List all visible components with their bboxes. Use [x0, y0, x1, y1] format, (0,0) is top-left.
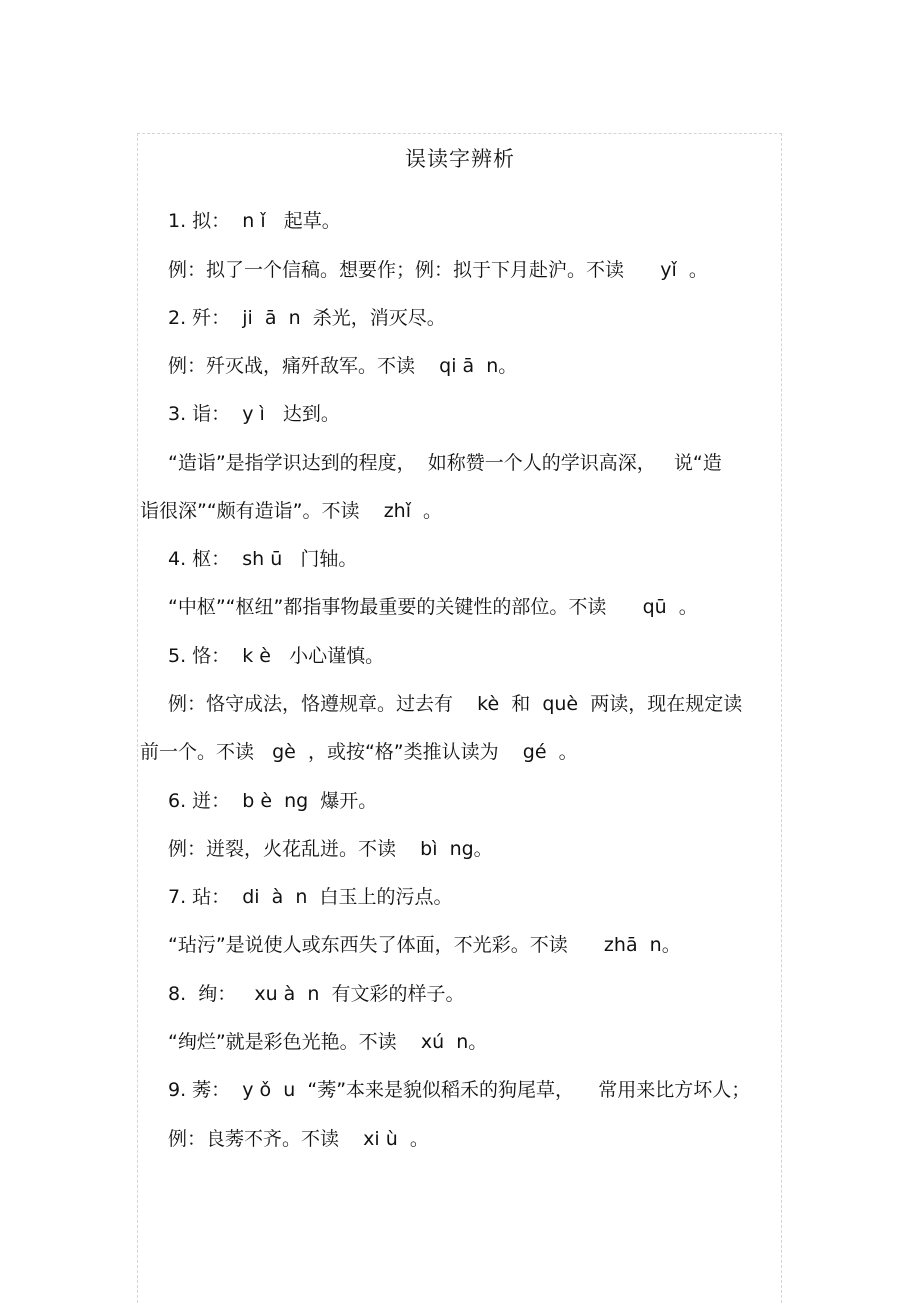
entry-9-heading: 9. 莠： y ǒ u “莠”本来是貌似稻禾的狗尾草， 常用来比方坏人； — [168, 1079, 751, 1101]
entry-1-heading: 1. 拟： n ǐ 起草。 — [168, 210, 341, 232]
entry-2-example: 例：歼灭战，痛歼敌军。不读 qi ā n。 — [168, 355, 518, 377]
entry-8-heading: 8. 绚： xu à n 有文彩的样子。 — [168, 983, 465, 1005]
entry-5-example: 例：恪守成法，恪遵规章。过去有 kè 和 què 两读，现在规定读 — [168, 693, 743, 715]
entry-5-example-cont: 前一个。不读 gè ，或按“格”类推认读为 gé 。 — [140, 741, 578, 763]
entry-8-explanation: “绚烂”就是彩色光艳。不读 xú n。 — [168, 1031, 488, 1053]
entry-6-heading: 6. 迸： b è ng 爆开。 — [168, 790, 378, 812]
entry-6-example: 例：迸裂，火花乱迸。不读 bì ng。 — [168, 838, 493, 860]
entry-7-heading: 7. 玷： di à n 白玉上的污点。 — [168, 886, 453, 908]
page-title: 误读字辨析 — [405, 147, 515, 171]
entry-3-explanation-cont: 诣很深”“颇有造诣”。不读 zhǐ 。 — [140, 500, 443, 522]
entry-3-explanation: “造诣”是指学识达到的程度， 如称赞一个人的学识高深， 说“造 — [168, 452, 722, 474]
entry-5-heading: 5. 恪： k è 小心谨慎。 — [168, 645, 385, 667]
entry-2-heading: 2. 歼： ji ā n 杀光，消灭尽。 — [168, 307, 446, 329]
entry-3-heading: 3. 诣： y ì 达到。 — [168, 403, 340, 425]
entry-1-example: 例：拟了一个信稿。想要作；例：拟于下月赴沪。不读 yǐ 。 — [168, 259, 708, 281]
entry-4-explanation: “中枢”“枢纽”都指事物最重要的关键性的部位。不读 qū 。 — [168, 596, 698, 618]
entry-9-example: 例：良莠不齐。不读 xi ù 。 — [168, 1128, 429, 1150]
entry-7-explanation: “玷污”是说使人或东西失了体面，不光彩。不读 zhā n。 — [168, 934, 681, 956]
entry-4-heading: 4. 枢： sh ū 门轴。 — [168, 548, 358, 570]
